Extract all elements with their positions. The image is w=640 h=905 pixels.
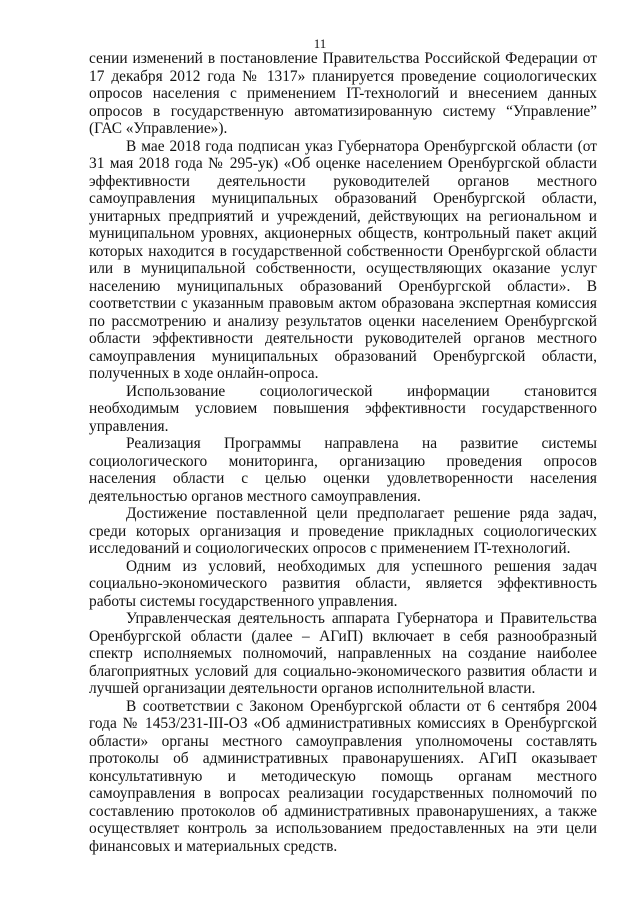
paragraph: Реализация Программы направлена на развитие системы социологического мониторинга, организацию проведения опросов населения области с целью оценки удовлетворенности населения деятельностью органов местного самоуправления. [89, 435, 597, 505]
paragraph: Использование социологической информации становится необходимым условием повышения эффективности государственного управления. [89, 382, 597, 435]
body-text [89, 50, 597, 855]
paragraph: В соответствии с Законом Оренбургской области от 6 сентября 2004 года № 1453/231-III-ОЗ «Об административных комиссиях в Оренбургской области» органы местного самоуправления уполномочены составлять протоколы об административных правонарушениях. АГиП оказывает консультативную и методическую помощь органам местного самоуправления в вопросах реализации государственных полномочий по составлению протоколов об административных правонарушениях, а также осуществляет контроль за использованием предоставленных на эти цели финансовых и материальных средств. [89, 697, 597, 855]
paragraph: В мае 2018 года подписан указ Губернатора Оренбургской области (от 31 мая 2018 года № 295-ук) «Об оценке населением Оренбургской области эффективности деятельности руководителей органов местного самоуправления муниципальных образований Оренбургской области, унитарных предприятий и учреждений, действующих на региональном и муниципальном уровнях, акционерных обществ, контрольный пакет акций которых находится в государственной собственности Оренбургской области или в муниципальной собственности, осуществляющих оказание услуг населению муниципальных образований Оренбургской области». В соответствии с указанным правовым актом образована экспертная комиссия по рассмотрению и анализу результатов оценки населением Оренбургской области эффективности деятельности руководителей органов местного самоуправления муниципальных образований Оренбургской области, полученных в ходе онлайн-опроса. [89, 137, 597, 382]
page-number: 11 [313, 36, 327, 51]
paragraph: сении изменений в постановление Правительства Российской Федерации от 17 декабря 2012 года № 1317» планируется проведение социологических опросов населения с применением IT-технологий и внесением данных опросов в государственную автоматизированную систему “Управление” (ГАС «Управление»). [89, 50, 597, 137]
paragraph: Управленческая деятельность аппарата Губернатора и Правительства Оренбургской области (далее – АГиП) включает в себя разнообразный спектр исполняемых полномочий, направленных на создание наиболее благоприятных условий для социально-экономического развития области и лучшей организации деятельности органов исполнительной власти. [89, 610, 597, 697]
paragraph: Одним из условий, необходимых для успешного решения задач социально-экономического развития области, является эффективность работы системы государственного управления. [89, 557, 597, 610]
paragraph: Достижение поставленной цели предполагает решение ряда задач, среди которых организация и проведение прикладных социологических исследований и социологических опросов с применением IT-технологий. [89, 505, 597, 557]
